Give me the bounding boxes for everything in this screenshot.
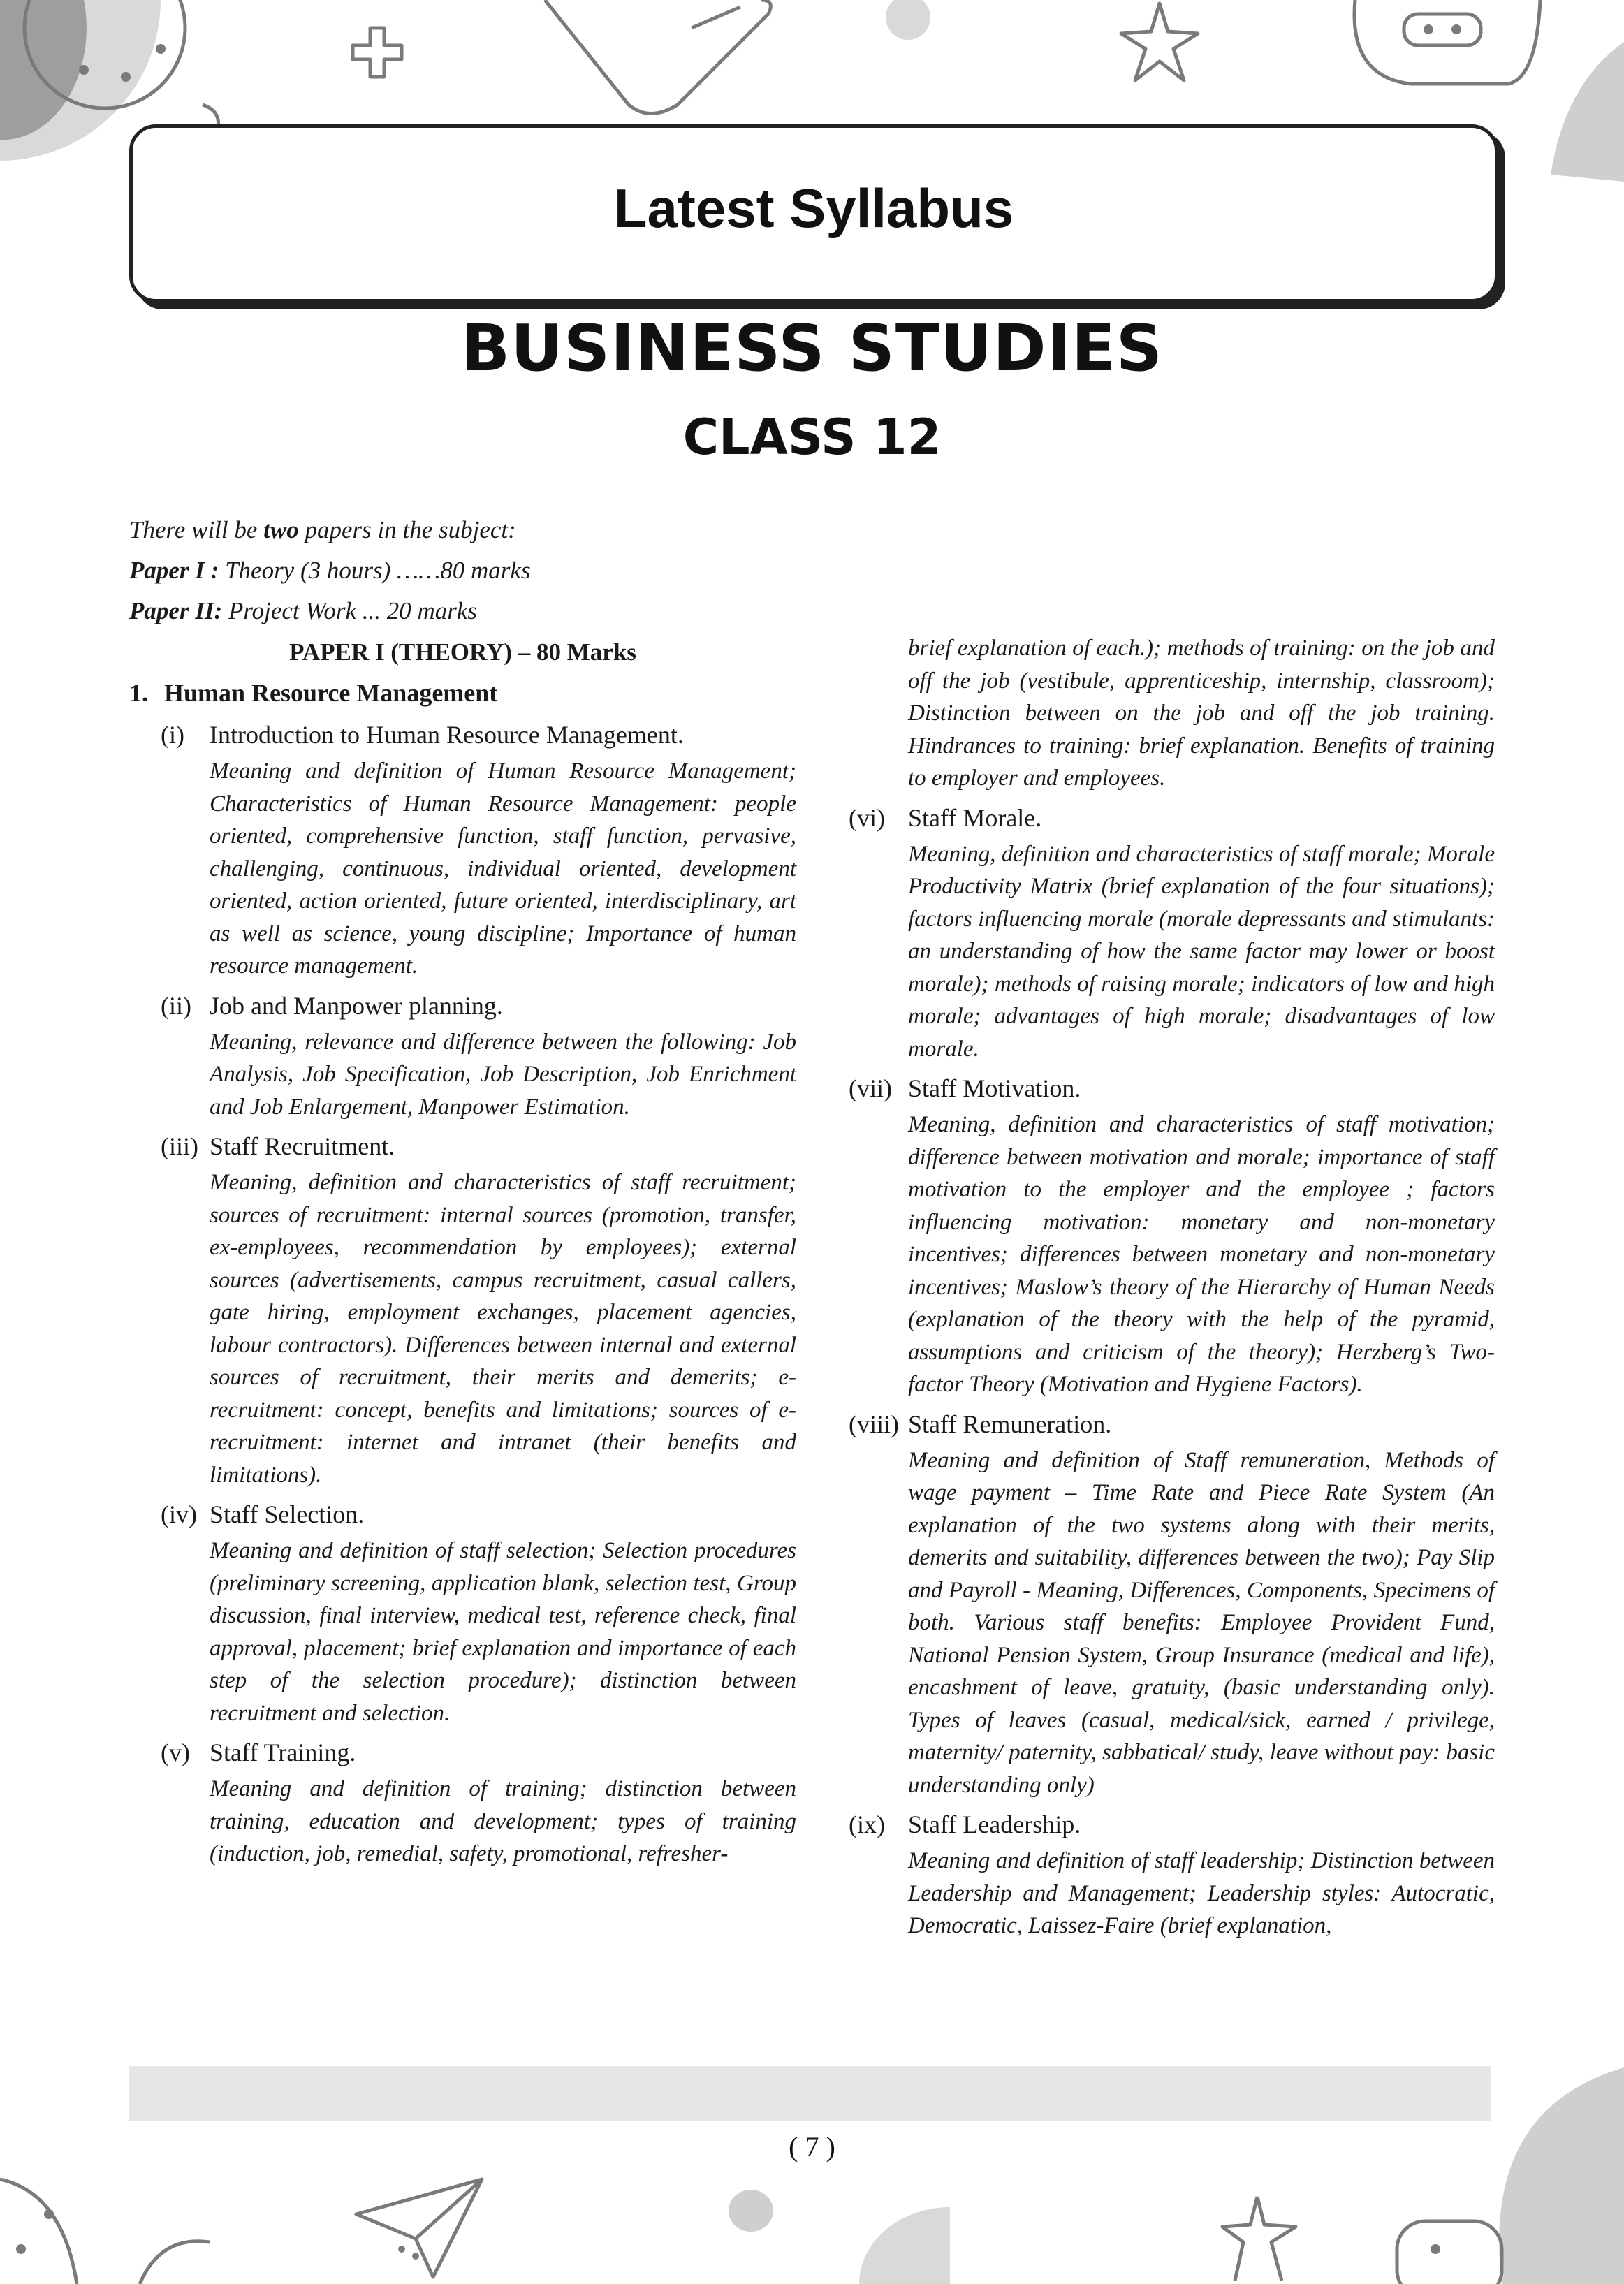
topic-description: Meaning and definition of staff leadership; Distinction between Leadership and Management; Leadership styles: Autocratic, Democratic, Laissez-Faire (brief explanation, <box>908 1848 1495 1938</box>
page-subtitle: CLASS 12 <box>682 409 942 466</box>
topic-title: Staff Remuneration. <box>908 1410 1112 1438</box>
banner-title: Latest Syllabus <box>613 177 1014 239</box>
topic-heading <box>129 988 796 1023</box>
continued-description: brief explanation of each.); methods of training: on the job and off the job (vestibule, apprenticeship, internship, classroom); Distinction between on the job and off the job training. Hindrances to training: brief explanation. Benefits of training to employer and employees. <box>908 636 1495 791</box>
intro-block <box>129 510 800 631</box>
topic-number: (ii) <box>161 991 191 1020</box>
star-doodle-icon-bottom <box>1215 2193 1306 2284</box>
paper-plane-doodle-icon <box>349 2172 489 2284</box>
topic-heading <box>849 1407 1495 1442</box>
topic-description: Meaning, definition and characteristics of staff morale; Morale Productivity Matrix (brief explanation of the four situations); factors influencing morale (morale depressants and stimulants: an understanding of how the same factor may lower or boost morale); methods of raising morale; indicators of low and high morale; advantages of high morale; disadvantages of low morale. <box>908 841 1495 1062</box>
syllabus-banner <box>129 124 1498 302</box>
topic-number: (iv) <box>161 1500 197 1528</box>
topic-title: Staff Selection. <box>210 1500 365 1528</box>
topic-number: (viii) <box>849 1410 899 1438</box>
topic-title: Staff Motivation. <box>908 1074 1081 1102</box>
paper1-text: Theory (3 hours) ……80 marks <box>219 557 531 584</box>
left-column <box>129 632 796 1876</box>
topic-title: Staff Morale. <box>908 803 1042 832</box>
bottle-doodle-icon <box>531 0 796 126</box>
unit-heading <box>129 673 796 713</box>
footer-bar <box>129 2066 1491 2121</box>
topic-title: Staff Leadership. <box>908 1810 1081 1838</box>
topic-title: Job and Manpower planning. <box>210 991 503 1020</box>
topic-number: (vii) <box>849 1074 892 1102</box>
topic-heading <box>849 800 1495 835</box>
circle-doodle-icon <box>884 0 939 49</box>
topic-description: Meaning, relevance and difference between the following: Job Analysis, Job Specification, Job Description, Job Enrichment and Job Enlargement, Manpower Estimation. <box>210 1029 796 1120</box>
topic-description: Meaning, definition and characteristics of staff motivation; difference between motivation and morale; importance of staff motivation to the employer and the employee ; factors influencing motivation: monetary and non-monetary incentives; differences between monetary and non-monetary incentives; Maslow’s theory of the Hierarchy of Human Needs (explanation of the theory with the help of the pyramid, assumptions and criticism of the theory); Herzberg’s Two-factor Theory (Motivation and Hygiene Factors). <box>908 1112 1495 1397</box>
paper1-line <box>129 550 800 591</box>
paper2-text: Project Work ... 20 marks <box>222 597 478 624</box>
topic-heading <box>849 1071 1495 1106</box>
topic-description: Meaning and definition of Human Resource Management; Characteristics of Human Resource Management: people oriented, comprehensive function, staff function, pervasive, challenging, continuous, individual oriented, development oriented, action oriented, future oriented, interdisciplinary, art as well as science, young discipline; Importance of human resource management. <box>210 759 796 979</box>
topic-description: Meaning and definition of Staff remuneration, Methods of wage payment – Time Rate and Piece Rate System (An explanation of the two systems along with their merits, demerits and suitability, differences between the two); Pay Slip and Payroll - Meaning, Differences, Components, Specimens of both. Various staff benefits: Employee Provident Fund, National Pension System, Group Insurance (medical and life), encashment of leave, gratuity, (basic understanding only). Types of leaves (casual, medical/sick, earned / privilege, maternity/ paternity, sabbatical/ study, leave without pay: basic understanding only) <box>908 1447 1495 1798</box>
blob-doodle-icon <box>726 2186 950 2284</box>
topic-heading <box>129 1497 796 1532</box>
intro-text: There will be <box>129 516 264 543</box>
right-column <box>849 632 1495 1948</box>
topic-heading <box>849 1807 1495 1842</box>
page-number: ( 7 ) <box>789 2131 835 2162</box>
topic-heading <box>129 1129 796 1164</box>
intro-line <box>129 510 800 550</box>
topic-title: Introduction to Human Resource Management. <box>210 721 684 749</box>
topic-number: (ix) <box>849 1810 885 1838</box>
paper1-label: Paper I : <box>129 557 219 584</box>
section-heading: PAPER I (THEORY) – 80 Marks <box>289 638 636 666</box>
topic-description: Meaning and definition of staff selection; Selection procedures (preliminary screening, application blank, selection test, Group discussion, final interview, medical test, reference check, final approval, placement; brief explanation and importance of each step of the selection procedure); distinction between recruitment and selection. <box>210 1538 796 1726</box>
topic-number: (i) <box>161 721 184 749</box>
topic-heading <box>129 1735 796 1770</box>
intro-text: papers in the subject: <box>298 516 516 543</box>
topic-heading <box>129 717 796 752</box>
unit-number: 1. <box>129 679 148 707</box>
page-title: BUSINESS STUDIES <box>461 311 1163 386</box>
plus-doodle-icon <box>349 24 405 80</box>
topic-description: Meaning and definition of training; distinction between training, education and development; types of training (induction, job, remedial, safety, promotional, refresher- <box>210 1776 796 1866</box>
intro-bold: two <box>263 516 299 543</box>
topic-number: (iii) <box>161 1132 198 1160</box>
star-doodle-icon <box>1111 0 1215 91</box>
paper2-label: Paper II: <box>129 597 223 624</box>
topic-title: Staff Training. <box>210 1738 356 1766</box>
unit-title: Human Resource Management <box>164 679 498 707</box>
topic-number: (vi) <box>849 803 885 832</box>
paper2-line <box>129 591 800 631</box>
topic-number: (v) <box>161 1738 190 1766</box>
topic-title: Staff Recruitment. <box>210 1132 395 1160</box>
topic-description: Meaning, definition and characteristics of staff recruitment; sources of recruitment: internal sources (promotion, transfer, ex-employees, recommendation by employees); external sources (advertisements, campus recruitment, casual callers, gate hiring, employment exchanges, placement agencies, labour contractors). Differences between internal and external sources of recruitment, their merits and demerits; e-recruitment: concept, benefits and limitations; sources of e-recruitment: internet and intranet (their benefits and limitations). <box>210 1170 796 1488</box>
